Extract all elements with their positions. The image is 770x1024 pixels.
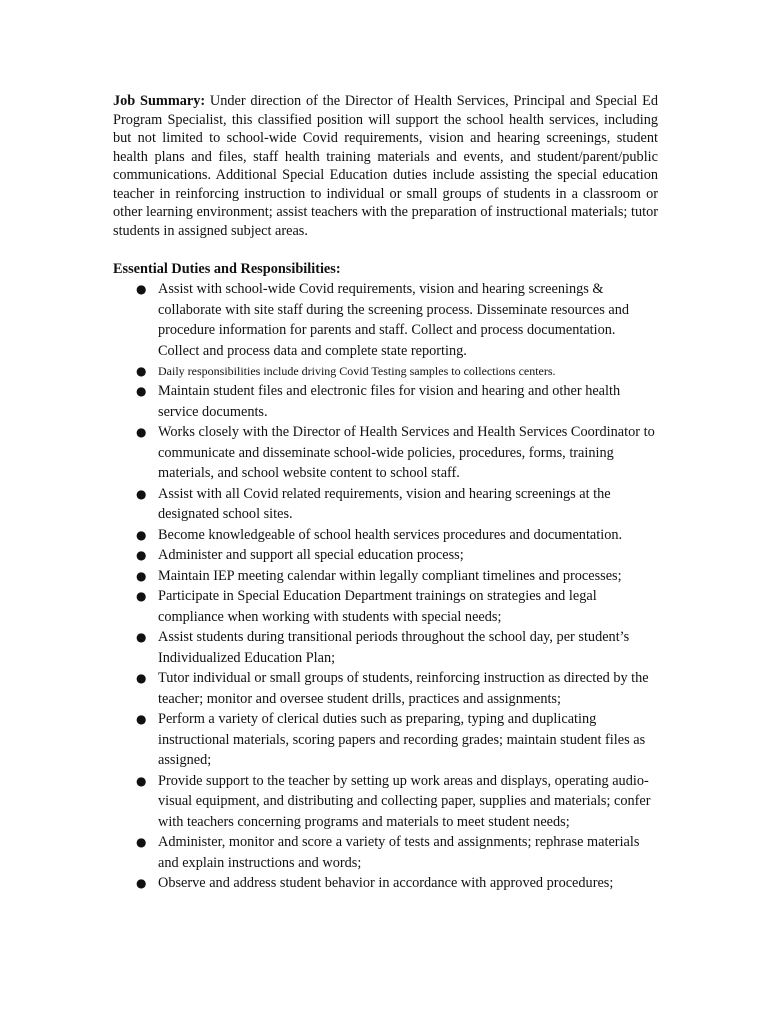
bullet-icon: ● xyxy=(136,548,147,562)
bullet-icon: ● xyxy=(136,364,147,378)
bullet-icon: ● xyxy=(136,425,147,439)
duty-text: Assist students during transitional periods throughout the school day, per student’s Individualized Education Plan; xyxy=(158,629,630,666)
bullet-icon: ● xyxy=(136,282,147,296)
job-summary-text: Under direction of the Director of Health Services, Principal and Special Ed Program Specialist, this classified position will support the school health services, including but not limited to school-wide Covid requirements, vision and hearing screenings, student health plans and files, staff health training materials and events, and student/parent/public communications. Additional Special Education duties include assisting the special education teacher in reinforcing instruction to individual or small groups of students in a classroom or other learning environment; assist teachers with the preparation of instructional materials; tutor students in assigned subject areas. xyxy=(113,93,659,239)
duty-item xyxy=(113,279,658,361)
duty-text: Works closely with the Director of Health Services and Health Services Coordinator to communicate and disseminate school-wide policies, procedures, forms, training materials, and school website content to school staff. xyxy=(158,424,655,481)
bullet-icon: ● xyxy=(136,712,147,726)
duty-text: Assist with school-wide Covid requirements, vision and hearing screenings & collaborate with site staff during the screening process. Disseminate resources and procedure information for parents and staff. Collect and process documentation. Collect and process data and complete state reporting. xyxy=(158,281,629,359)
duty-text: Administer and support all special education process; xyxy=(158,547,464,563)
duty-item xyxy=(113,873,658,894)
duty-item xyxy=(113,525,658,546)
duty-item xyxy=(113,566,658,587)
duty-item xyxy=(113,771,658,833)
duty-text: Maintain student files and electronic files for vision and hearing and other health service documents. xyxy=(158,383,621,420)
duty-item xyxy=(113,668,658,709)
job-summary-paragraph xyxy=(113,92,658,240)
duty-item xyxy=(113,361,658,381)
duty-text: Perform a variety of clerical duties such as preparing, typing and duplicating instructional materials, scoring papers and recording grades; maintain student files as assigned; xyxy=(158,711,646,768)
duty-text: Assist with all Covid related requirements, vision and hearing screenings at the designated school sites. xyxy=(158,485,611,522)
job-summary-label: Job Summary: xyxy=(113,93,206,109)
duty-item xyxy=(113,832,658,873)
duty-text: Provide support to the teacher by setting up work areas and displays, operating audio-visual equipment, and distributing and collecting paper, supplies and materials; confer with teachers concerning programs and materials to meet student needs; xyxy=(158,772,651,830)
bullet-icon: ● xyxy=(136,671,147,685)
duty-text: Participate in Special Education Department trainings on strategies and legal compliance when working with students with special needs; xyxy=(158,588,597,625)
duties-list xyxy=(113,279,658,894)
duty-item xyxy=(113,545,658,566)
duty-item xyxy=(113,709,658,771)
duty-text: Tutor individual or small groups of students, reinforcing instruction as directed by the teacher; monitor and oversee student drills, practices and assignments; xyxy=(158,670,649,707)
bullet-icon: ● xyxy=(136,486,147,501)
duty-item xyxy=(113,422,658,484)
bullet-icon: ● xyxy=(136,568,147,583)
duty-text: Observe and address student behavior in accordance with approved procedures; xyxy=(158,875,614,891)
duty-text: Daily responsibilities include driving Covid Testing samples to collections centers. xyxy=(158,364,556,378)
bullet-icon: ● xyxy=(136,773,147,788)
duty-text: Administer, monitor and score a variety of tests and assignments; rephrase materials and explain instructions and words; xyxy=(158,834,640,871)
duty-text: Maintain IEP meeting calendar within legally compliant timelines and processes; xyxy=(158,567,622,584)
bullet-icon: ● xyxy=(136,589,147,603)
bullet-icon: ● xyxy=(136,630,147,644)
duty-text: Become knowledgeable of school health services procedures and documentation. xyxy=(158,526,623,543)
duty-item xyxy=(113,586,658,627)
bullet-icon: ● xyxy=(136,527,147,542)
duty-item xyxy=(113,484,658,525)
bullet-icon: ● xyxy=(136,876,147,890)
duty-item xyxy=(113,627,658,668)
duty-item xyxy=(113,381,658,422)
document-page xyxy=(113,92,658,894)
bullet-icon: ● xyxy=(136,835,147,849)
bullet-icon: ● xyxy=(136,384,147,398)
essential-duties-heading: Essential Duties and Responsibilities: xyxy=(113,261,341,277)
